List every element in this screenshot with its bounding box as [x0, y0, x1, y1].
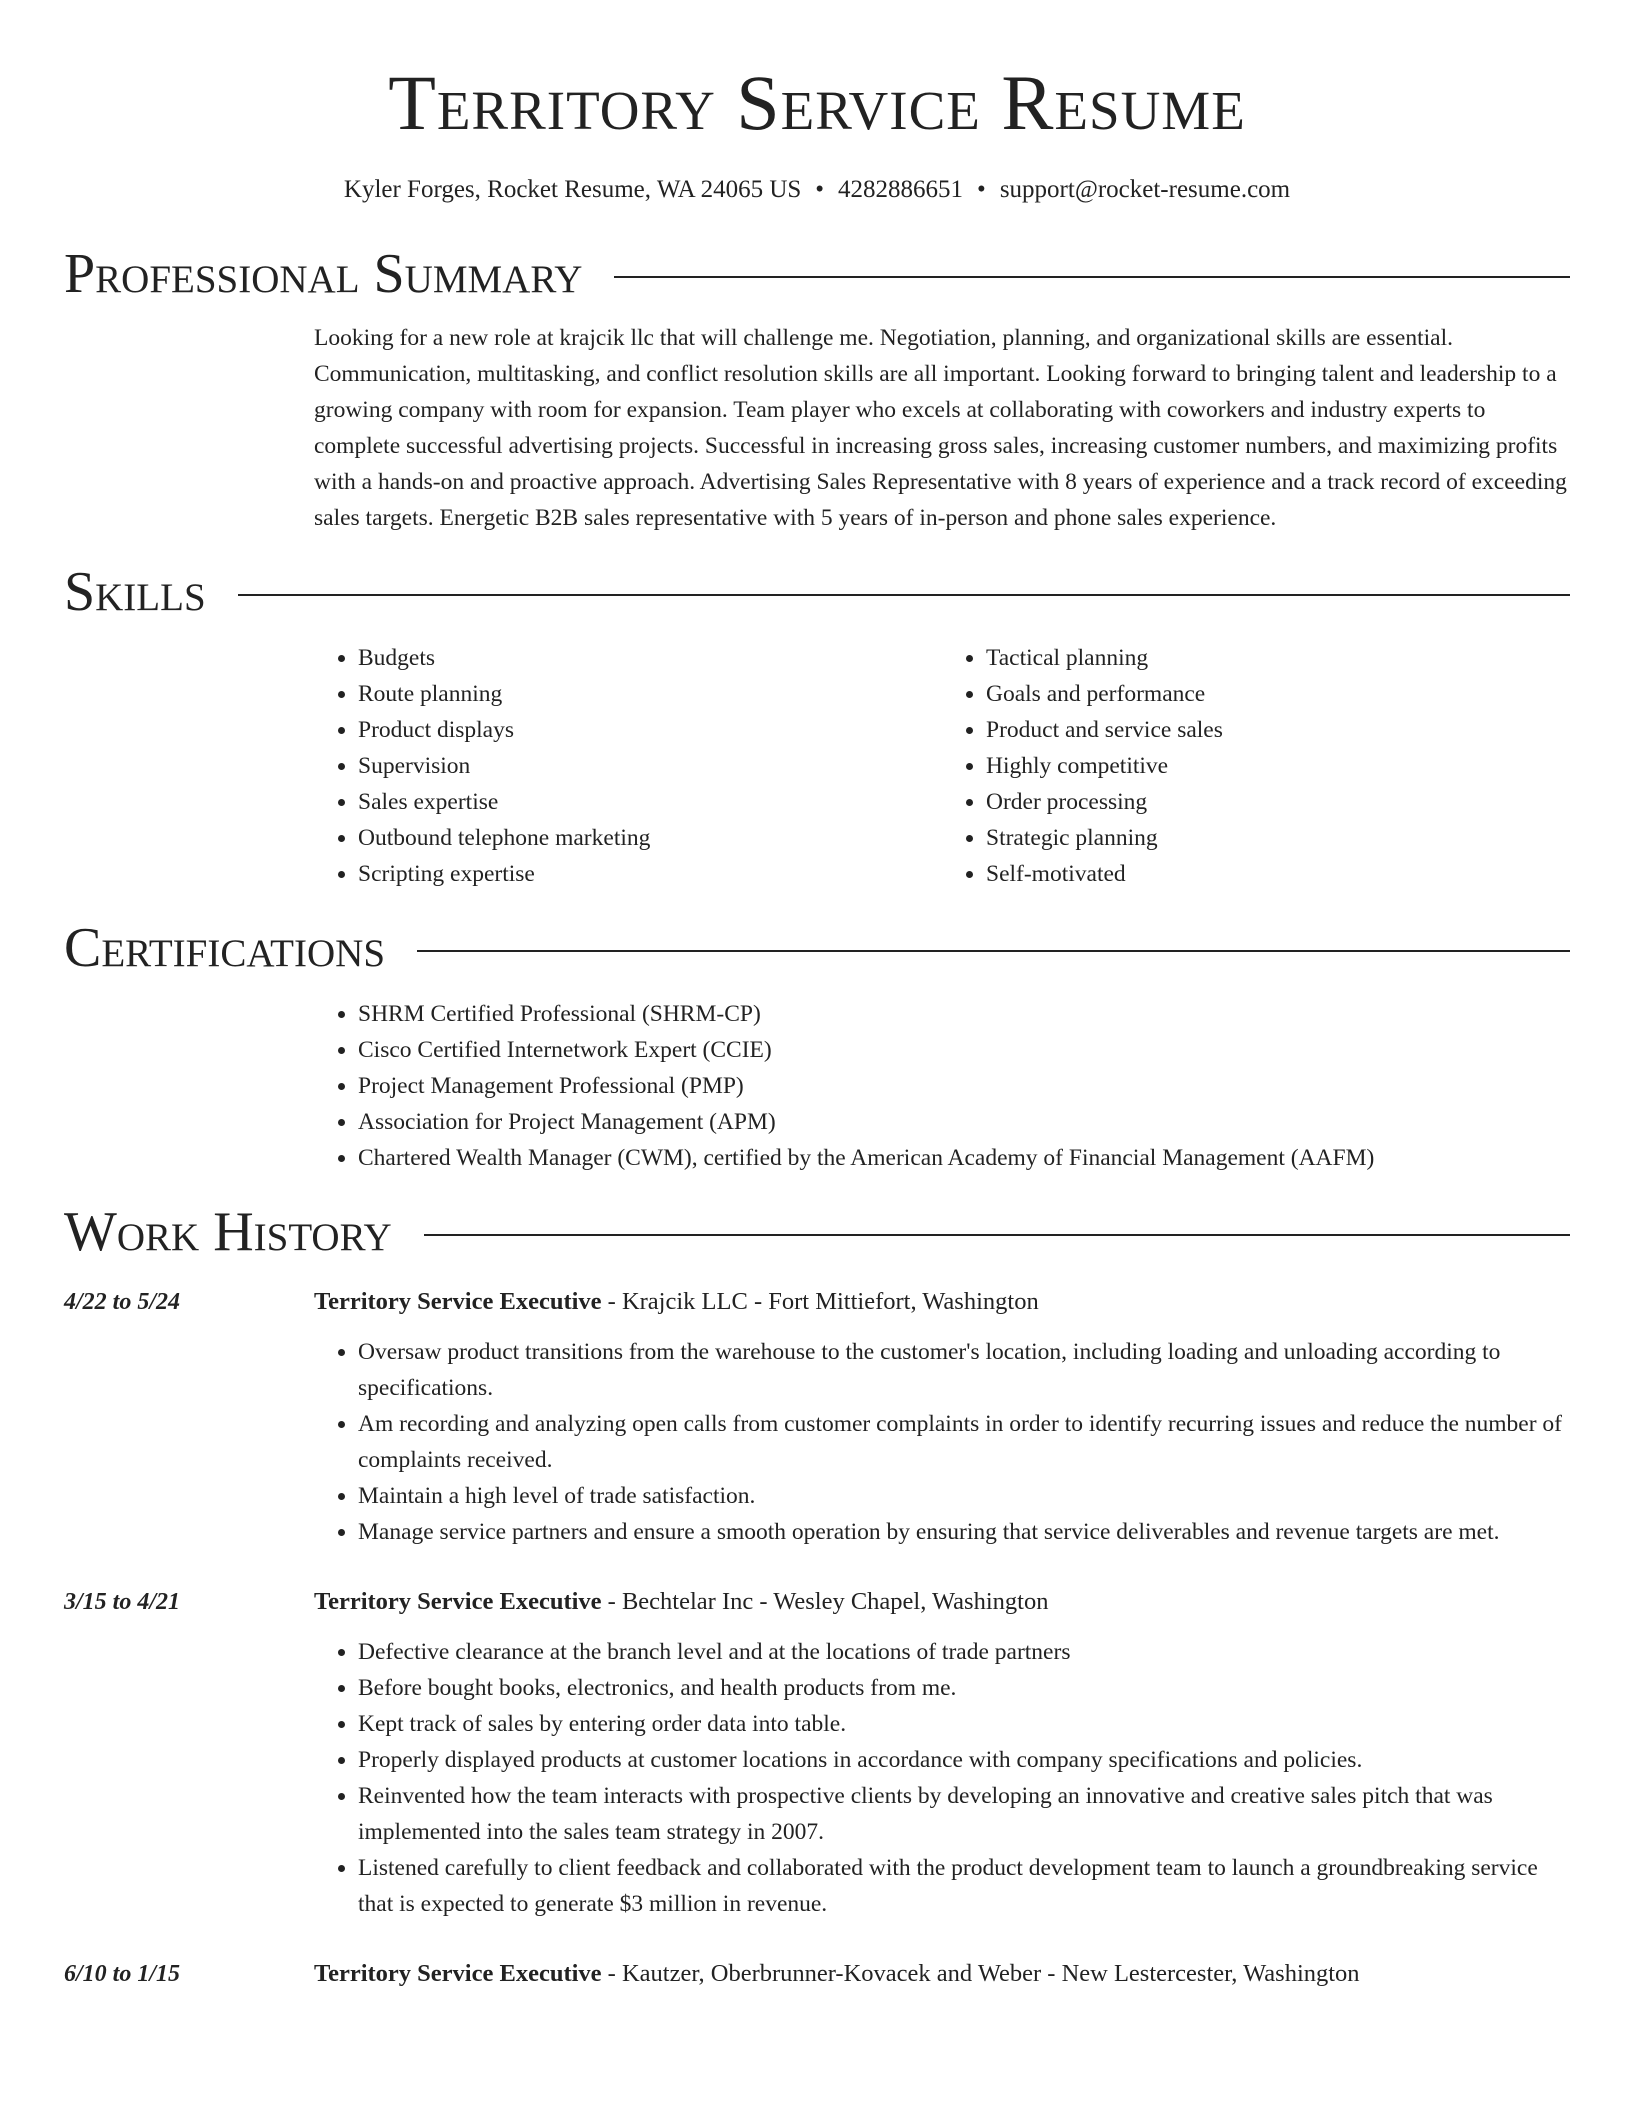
job-heading	[314, 1284, 1570, 1320]
summary-section-header	[64, 244, 1570, 304]
job-bullet: • Kept track of sales by entering order data into table.	[358, 1706, 1570, 1742]
section-divider	[614, 276, 1570, 278]
job-dates: 3/15 to 4/21	[64, 1589, 181, 1615]
job-entry	[64, 1284, 1570, 1550]
skill-item: • Sales expertise	[358, 784, 942, 820]
resume-title: Territory Service Resume	[388, 59, 1246, 146]
job-entry	[64, 1584, 1570, 1922]
job-responsibilities	[314, 1334, 1570, 1550]
skills-column-right	[942, 640, 1570, 892]
skill-item: • Route planning	[358, 676, 942, 712]
job-title: Territory Service Executive	[314, 1960, 602, 1987]
certifications-list	[314, 996, 1570, 1176]
job-title: Territory Service Executive	[314, 1288, 602, 1315]
contact-separator: •	[977, 176, 986, 203]
job-bullet: • Maintain a high level of trade satisfaction.	[358, 1478, 1570, 1514]
contact-address: Kyler Forges, Rocket Resume, WA 24065 US	[343, 176, 802, 203]
section-divider	[238, 594, 1570, 596]
job-heading	[314, 1956, 1570, 1992]
job-bullet: • Before bought books, electronics, and health products from me.	[358, 1670, 1570, 1706]
skill-item: • Strategic planning	[986, 820, 1570, 856]
skill-item: • Highly competitive	[986, 748, 1570, 784]
certifications-heading: Certifications	[64, 917, 386, 979]
section-divider	[424, 1234, 1570, 1236]
job-bullet: • Reinvented how the team interacts with prospective clients by developing an innovative and creative sales pitch that was implemented into the sales team strategy in 2007.	[358, 1778, 1570, 1850]
contact-separator: •	[815, 176, 825, 203]
work-section-header	[64, 1202, 1570, 1262]
certification-item: • Cisco Certified Internetwork Expert (CCIE)	[358, 1032, 1570, 1068]
skill-item: • Tactical planning	[986, 640, 1570, 676]
job-company-location: - Kautzer, Oberbrunner-Kovacek and Weber - New Lestercester, Washington	[601, 1960, 1360, 1987]
skill-item: • Self-motivated	[986, 856, 1570, 892]
job-body	[314, 1584, 1570, 1922]
job-bullet: • Listened carefully to client feedback and collaborated with the product development team to launch a groundbreaking service that is expected to generate $3 million in revenue.	[358, 1850, 1570, 1922]
job-bullet: • Oversaw product transitions from the warehouse to the customer's location, including loading and unloading according to specifications.	[358, 1334, 1570, 1406]
job-dates: 4/22 to 5/24	[64, 1289, 181, 1315]
contact-phone: 4282886651	[838, 176, 964, 203]
skill-item: • Scripting expertise	[358, 856, 942, 892]
summary-heading: Professional Summary	[64, 243, 583, 305]
certification-item: • Project Management Professional (PMP)	[358, 1068, 1570, 1104]
job-entry	[64, 1956, 1570, 1992]
job-body	[314, 1284, 1570, 1550]
job-bullet: • Manage service partners and ensure a smooth operation by ensuring that service deliverables and revenue targets are met.	[358, 1514, 1570, 1550]
job-body	[314, 1956, 1570, 1992]
skill-item: • Goals and performance	[986, 676, 1570, 712]
job-responsibilities	[314, 1634, 1570, 1922]
skill-item: • Product displays	[358, 712, 942, 748]
skill-item: • Outbound telephone marketing	[358, 820, 942, 856]
job-company-location: - Krajcik LLC - Fort Mittiefort, Washington	[601, 1288, 1039, 1315]
job-dates: 6/10 to 1/15	[64, 1961, 181, 1987]
skills-heading: Skills	[64, 561, 206, 623]
certification-item: • SHRM Certified Professional (SHRM-CP)	[358, 996, 1570, 1032]
summary-text: Looking for a new role at krajcik llc that will challenge me. Negotiation, planning, and organizational skills are essential. Communication, multitasking, and conflict resolution skills are all important. Looking forward to bringing talent and leadership to a growing company with room for expansion. Team player who excels at collaborating with coworkers and industry experts to complete successful advertising projects. Successful in increasing gross sales, increasing customer numbers, and maximizing profits with a hands-on and proactive approach. Advertising Sales Representative with 8 years of experience and a track record of exceeding sales targets. Energetic B2B sales representative with 5 years of in-person and phone sales experience.	[314, 325, 1567, 531]
skills-section-header	[64, 562, 1570, 622]
skill-item: • Product and service sales	[986, 712, 1570, 748]
contact-line	[64, 174, 1570, 206]
skill-item: • Supervision	[358, 748, 942, 784]
certification-item: • Chartered Wealth Manager (CWM), certified by the American Academy of Financial Management (AAFM)	[358, 1140, 1570, 1176]
certification-item: • Association for Project Management (APM)	[358, 1104, 1570, 1140]
certifications-section-header	[64, 918, 1570, 978]
job-company-location: - Bechtelar Inc - Wesley Chapel, Washington	[601, 1588, 1049, 1615]
job-bullet: • Defective clearance at the branch level and at the locations of trade partners	[358, 1634, 1570, 1670]
contact-email: support@rocket-resume.com	[999, 176, 1291, 203]
skill-item: • Order processing	[986, 784, 1570, 820]
job-bullet: • Properly displayed products at customer locations in accordance with company specifications and policies.	[358, 1742, 1570, 1778]
skill-item: • Budgets	[358, 640, 942, 676]
job-bullet: • Am recording and analyzing open calls from customer complaints in order to identify recurring issues and reduce the number of complaints received.	[358, 1406, 1570, 1478]
job-title: Territory Service Executive	[314, 1588, 602, 1615]
section-divider	[417, 950, 1570, 952]
skills-column-left	[314, 640, 942, 892]
resume-page	[64, 0, 1570, 1992]
work-history-list	[64, 1284, 1570, 1992]
certifications-items	[314, 996, 1570, 1176]
work-heading: Work History	[64, 1201, 392, 1263]
job-heading	[314, 1584, 1570, 1620]
skills-list	[314, 640, 1570, 892]
